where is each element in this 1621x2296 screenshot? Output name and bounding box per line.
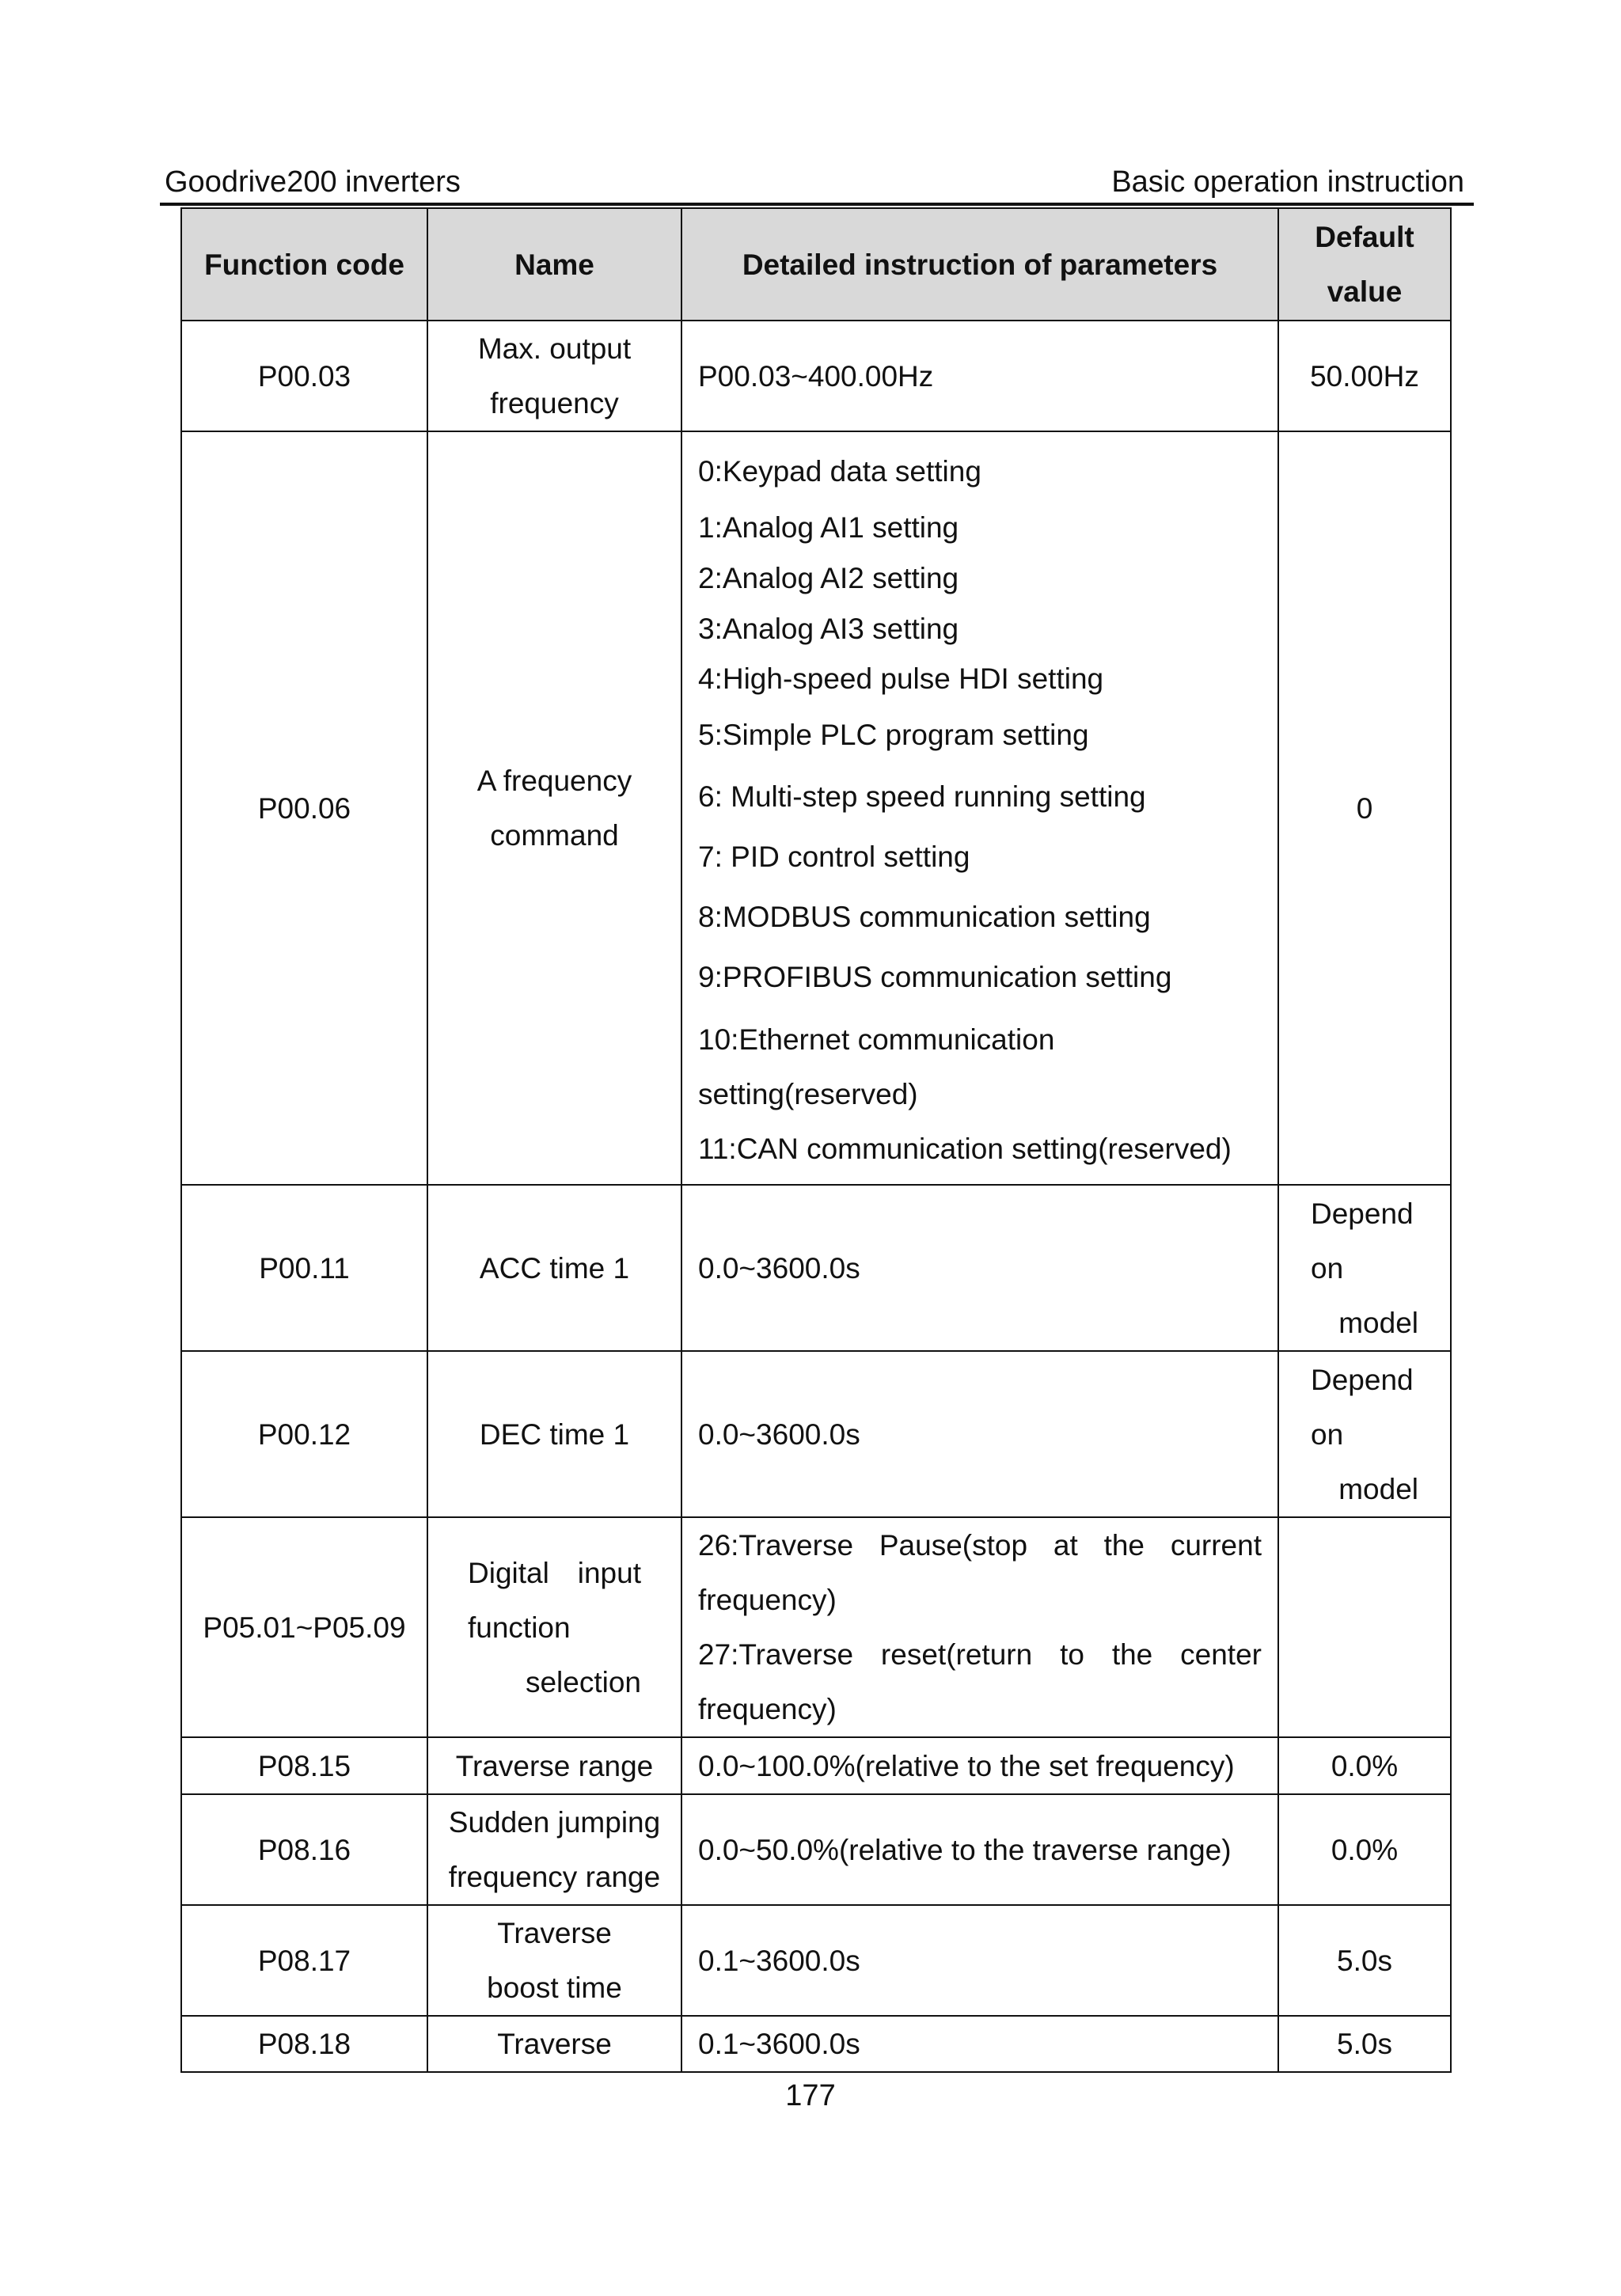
description-line: 0.0~50.0%(relative to the traverse range) — [698, 1833, 1232, 1866]
table-row — [181, 321, 1451, 431]
function-code-cell: P08.16 — [181, 1794, 427, 1905]
name-cell: Traverse — [427, 2016, 681, 2072]
table-row — [181, 1737, 1451, 1794]
default-value-cell: 50.00Hz — [1278, 321, 1451, 431]
name-cell: Sudden jumping frequency range — [427, 1794, 681, 1905]
description-line: 5:Simple PLC program setting — [698, 718, 1089, 751]
function-code-cell: P08.17 — [181, 1905, 427, 2016]
description-line: 3:Analog AI3 setting — [698, 612, 959, 645]
description-cell — [681, 321, 1278, 431]
column-header-name: Name — [427, 208, 681, 321]
header-divider — [160, 203, 1474, 206]
default-value-cell: 0 — [1278, 431, 1451, 1185]
table-row — [181, 2016, 1451, 2072]
page-number: 177 — [785, 2079, 836, 2112]
default-value-cell — [1278, 1517, 1451, 1737]
description-cell — [681, 1794, 1278, 1905]
column-header-default-value: Default value — [1278, 208, 1451, 321]
default-value-cell: 0.0% — [1278, 1794, 1451, 1905]
name-cell: ACC time 1 — [427, 1185, 681, 1351]
description-line: 0.0~3600.0s — [698, 1417, 860, 1451]
name-cell: Max. output frequency — [427, 321, 681, 431]
description-line: 1:Analog AI1 setting — [698, 510, 959, 544]
function-code-cell: P00.06 — [181, 431, 427, 1185]
name-cell: DEC time 1 — [427, 1351, 681, 1517]
table-row — [181, 1905, 1451, 2016]
description-line: 0.0~100.0%(relative to the set frequency) — [698, 1749, 1235, 1782]
description-line: 11:CAN communication setting(reserved) — [698, 1132, 1232, 1165]
description-line: 0.0~3600.0s — [698, 1251, 860, 1285]
column-header-detailed-instruction: Detailed instruction of parameters — [681, 208, 1278, 321]
column-header-function-code: Function code — [181, 208, 427, 321]
description-cell — [681, 431, 1278, 1185]
description-line: 8:MODBUS communication setting — [698, 900, 1151, 933]
table-row — [181, 1185, 1451, 1351]
name-cell: Digital input function selection — [427, 1517, 681, 1737]
description-cell — [681, 1737, 1278, 1794]
function-code-cell: P08.18 — [181, 2016, 427, 2072]
function-code-cell: P05.01~P05.09 — [181, 1517, 427, 1737]
description-line: 9:PROFIBUS communication setting — [698, 960, 1172, 993]
name-cell: A frequency command — [427, 431, 681, 1185]
name-cell: Traverse range — [427, 1737, 681, 1794]
description-line: P00.03~400.00Hz — [698, 359, 934, 393]
description-line: 0:Keypad data setting — [698, 454, 981, 488]
table-row — [181, 1351, 1451, 1517]
description-line: 26:Traverse Pause(stop at the current frequency) — [698, 1529, 1262, 1616]
running-header-left: Goodrive200 inverters — [165, 165, 461, 199]
default-value-cell: 5.0s — [1278, 2016, 1451, 2072]
running-header-right: Basic operation instruction — [1111, 165, 1464, 199]
table-row — [181, 431, 1451, 1185]
description-line: 2:Analog AI2 setting — [698, 561, 959, 594]
description-line: 0.1~3600.0s — [698, 2028, 860, 2060]
default-value-cell: Depend on model — [1278, 1351, 1451, 1517]
default-value-cell: 5.0s — [1278, 1905, 1451, 2016]
description-cell — [681, 1517, 1278, 1737]
function-code-cell: P00.03 — [181, 321, 427, 431]
description-line: 7: PID control setting — [698, 840, 970, 873]
function-code-cell: P08.15 — [181, 1737, 427, 1794]
default-value-cell: Depend on model — [1278, 1185, 1451, 1351]
description-cell — [681, 1351, 1278, 1517]
description-cell — [681, 2016, 1278, 2072]
default-value-cell: 0.0% — [1278, 1737, 1451, 1794]
description-line: 10:Ethernet communication setting(reserved) — [698, 1023, 1055, 1110]
description-line: 4:High-speed pulse HDI setting — [698, 662, 1104, 695]
parameter-table — [180, 207, 1452, 2073]
function-code-cell: P00.12 — [181, 1351, 427, 1517]
function-code-cell: P00.11 — [181, 1185, 427, 1351]
description-cell — [681, 1905, 1278, 2016]
description-cell — [681, 1185, 1278, 1351]
description-line: 6: Multi-step speed running setting — [698, 780, 1146, 813]
name-cell: Traverse boost time — [427, 1905, 681, 2016]
table-row — [181, 1517, 1451, 1737]
description-line: 27:Traverse reset(return to the center frequency) — [698, 1638, 1262, 1725]
description-line: 0.1~3600.0s — [698, 1944, 860, 1977]
table-header-row — [181, 208, 1451, 321]
table-row — [181, 1794, 1451, 1905]
